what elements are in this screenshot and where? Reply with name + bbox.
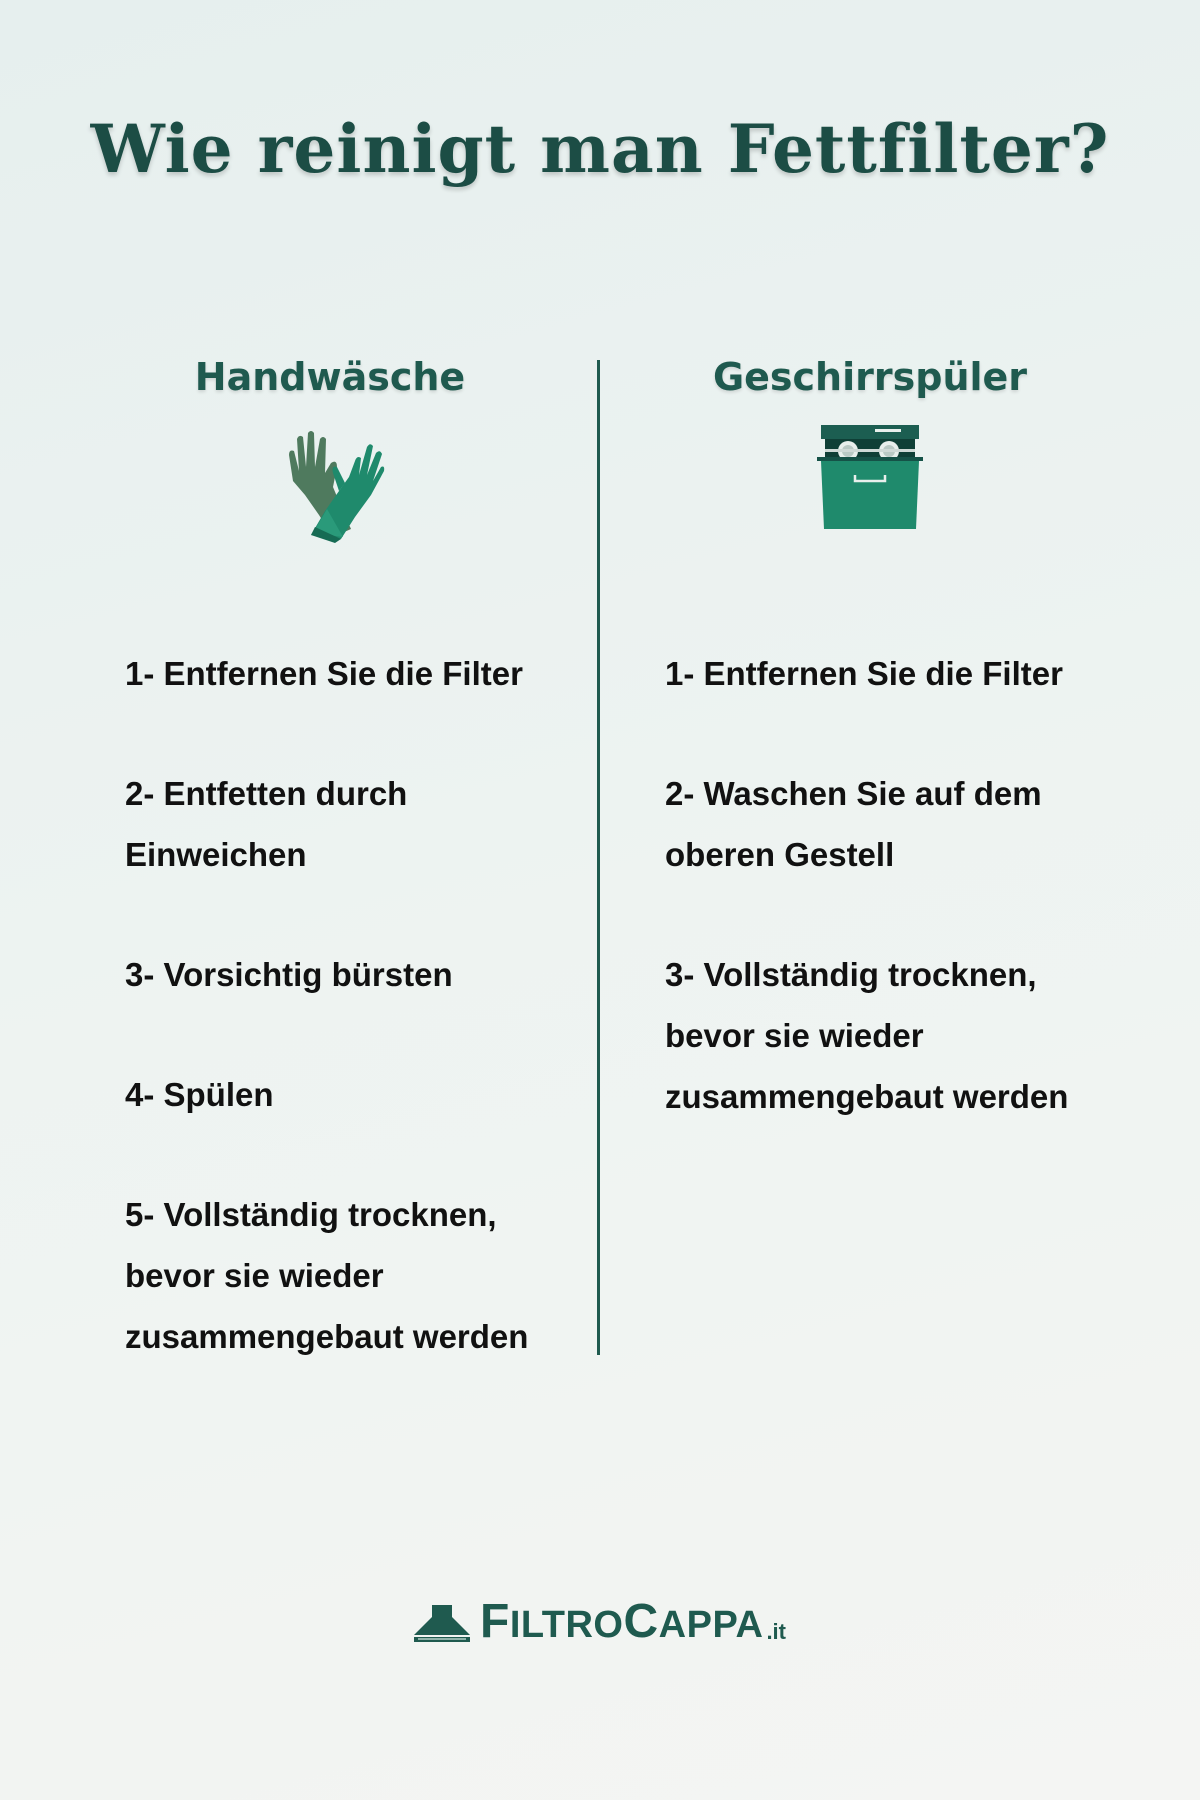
list-item: 1- Entfernen Sie die Filter: [665, 655, 1063, 692]
list-item: 2- Entfetten durch Einweichen: [125, 775, 408, 873]
dishwasher-icon: [635, 425, 1105, 543]
hand-wash-heading: Handwäsche: [194, 355, 466, 399]
dishwasher-column: [635, 355, 1105, 1127]
list-item: 3- Vorsichtig bürsten: [125, 956, 453, 993]
column-divider: [597, 360, 600, 1355]
list-item: 5- Vollständig trocknen, bevor sie wieder zusammengebaut werden: [125, 1196, 529, 1355]
dishwasher-heading: Geschirrspüler: [712, 355, 1028, 399]
gloves-icon: [95, 425, 565, 543]
list-item: 3- Vollständig trocknen, bevor sie wieder zusammengebaut werden: [665, 956, 1069, 1115]
list-item: 2- Waschen Sie auf dem oberen Gestell: [665, 775, 1042, 873]
list-item: 1- Entfernen Sie die Filter: [125, 655, 523, 692]
brand-name: FILTROCAPPA: [480, 1595, 764, 1648]
page-title: Wie reinigt man Fettfilter?: [90, 110, 1110, 188]
brand-logo: [0, 1595, 1200, 1648]
brand-tld: .it: [766, 1619, 786, 1644]
hand-wash-steps: [95, 643, 565, 1367]
range-hood-icon: [414, 1605, 470, 1647]
dishwasher-steps: [635, 643, 1105, 1127]
list-item: 4- Spülen: [125, 1076, 274, 1113]
hand-wash-column: [95, 355, 565, 1367]
